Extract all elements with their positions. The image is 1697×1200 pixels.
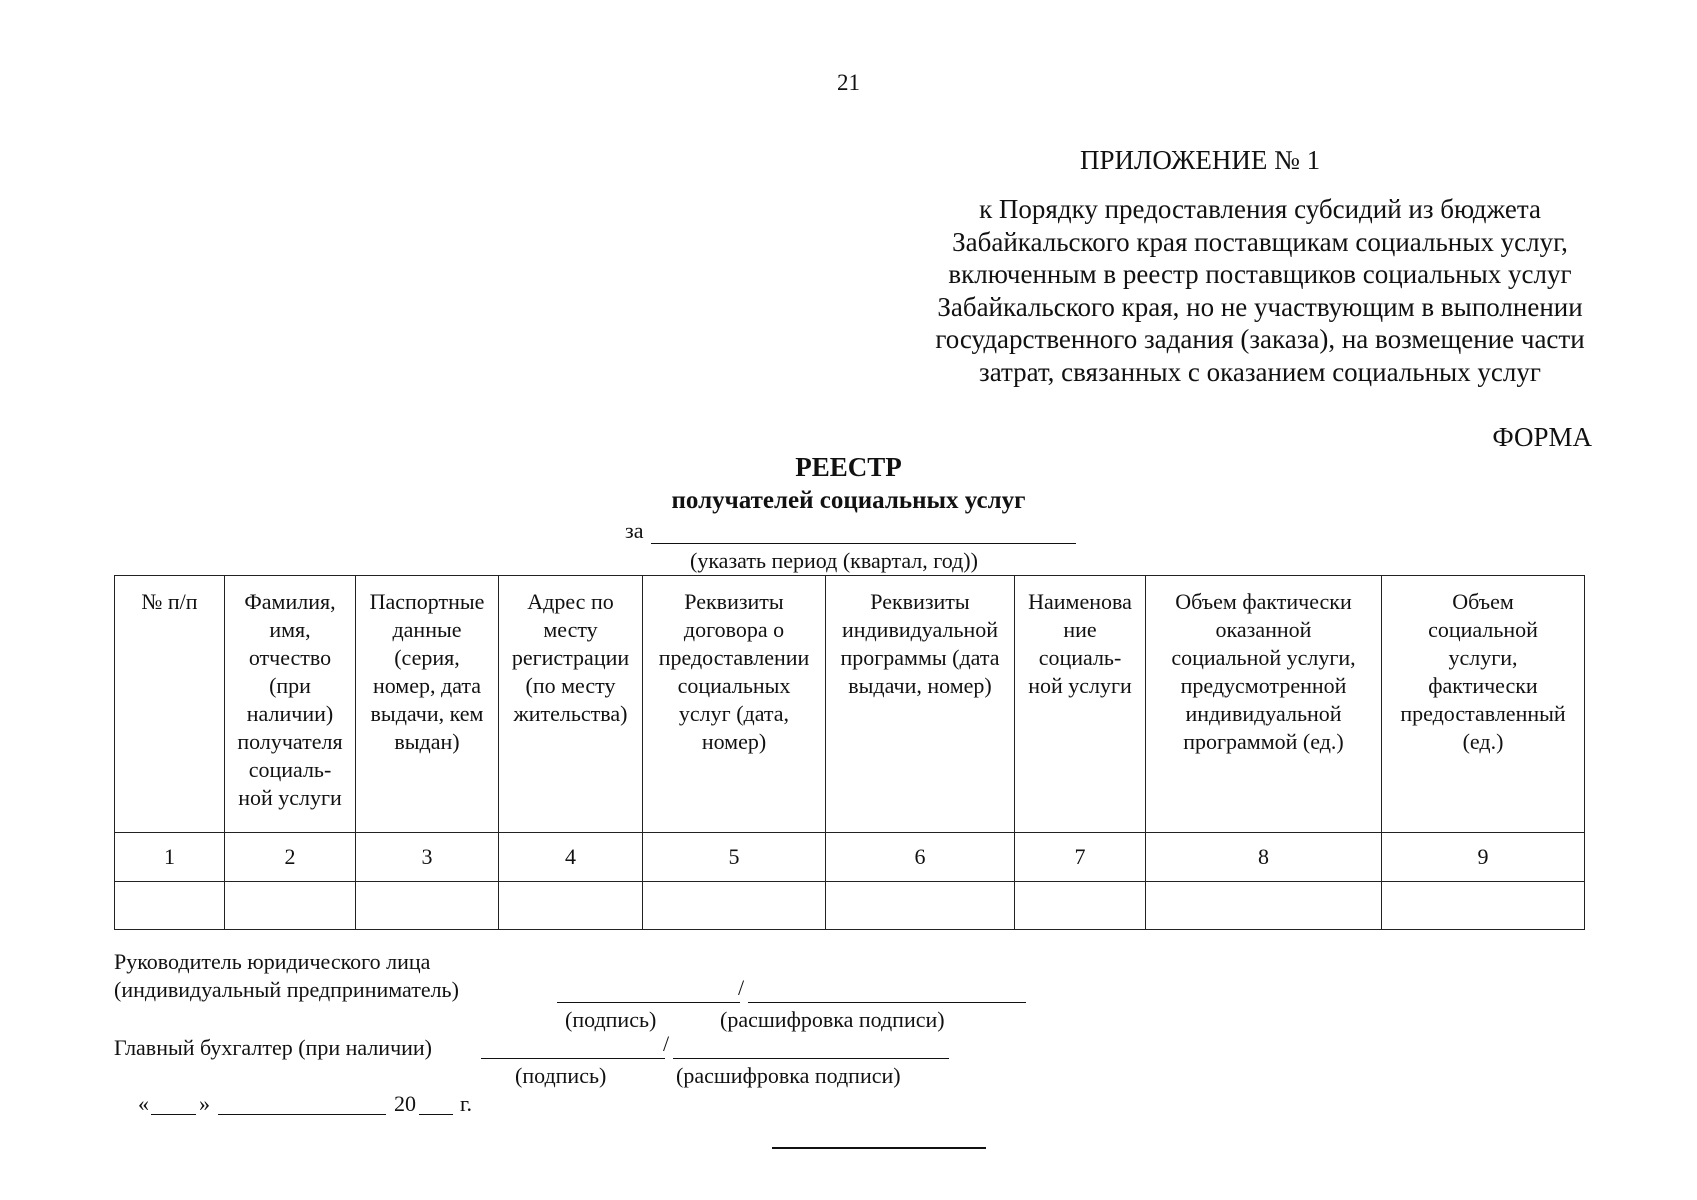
header-line: ной услуги (238, 785, 342, 810)
header-line: услуг (дата, (678, 701, 790, 726)
document-title: РЕЕСТР (795, 452, 902, 482)
annex-subtitle-line: включенным в реестр поставщиков социальных услуг (948, 259, 1572, 289)
empty-cell[interactable] (643, 882, 826, 930)
header-line: (по месту (525, 673, 616, 698)
header-line: Фамилия, (244, 589, 336, 614)
date-year-line[interactable] (419, 1114, 453, 1115)
header-cell (643, 576, 826, 833)
date-close-quote: » (199, 1091, 210, 1116)
header-line: программы (дата (840, 645, 1000, 670)
header-line: договора о (683, 617, 785, 642)
table-header-row (115, 576, 1585, 833)
column-number-cell: 9 (1382, 833, 1585, 882)
head-slash: / (738, 975, 745, 1000)
empty-cell[interactable] (826, 882, 1015, 930)
empty-cell[interactable] (1015, 882, 1146, 930)
header-line: предусмотренной (1180, 673, 1347, 698)
header-line: ной услуги (1028, 673, 1132, 698)
header-line: фактически (1428, 673, 1538, 698)
accountant-decoding-hint: (расшифровка подписи) (676, 1063, 901, 1088)
header-line: Реквизиты (684, 589, 784, 614)
date-year-suffix: г. (460, 1091, 473, 1116)
period-hint: (указать период (квартал, год)) (690, 548, 978, 573)
head-decoding-line[interactable] (748, 1002, 1026, 1003)
column-number-cell: 3 (356, 833, 499, 882)
date-open-quote: « (138, 1091, 149, 1116)
header-cell (1146, 576, 1382, 833)
header-line: выдан) (394, 729, 460, 754)
empty-cell[interactable] (225, 882, 356, 930)
header-line: Объем (1452, 589, 1514, 614)
annex-subtitle-line: Забайкальского края поставщикам социальных услуг, (952, 226, 1568, 257)
annex-subtitle-line: к Порядку предоставления субсидий из бюджета (979, 194, 1541, 224)
header-line: регистрации (511, 645, 630, 670)
period-prefix: за (625, 518, 644, 543)
header-line: социальных (677, 673, 791, 698)
header-line: жительства) (513, 701, 628, 726)
annex-subtitle (860, 193, 1660, 388)
empty-cell[interactable] (115, 882, 225, 930)
document-subtitle: получателей социальных услуг (671, 487, 1026, 514)
header-line: (серия, (394, 645, 460, 670)
table-row (115, 882, 1585, 930)
header-line: отчество (248, 645, 332, 670)
annex-title: ПРИЛОЖЕНИЕ № 1 (1080, 145, 1321, 175)
head-label-line1: Руководитель юридического лица (114, 949, 431, 974)
accountant-label: Главный бухгалтер (при наличии) (114, 1035, 433, 1060)
period-field (625, 518, 1076, 544)
column-number-cell: 8 (1146, 833, 1382, 882)
accountant-signature-line[interactable] (481, 1058, 665, 1059)
header-line: Паспортные (369, 589, 485, 614)
column-number-cell: 6 (826, 833, 1015, 882)
head-signature-line[interactable] (557, 1002, 740, 1003)
header-line: социальной услуги, (1171, 645, 1356, 670)
header-line: № п/п (141, 589, 198, 614)
column-number-cell: 7 (1015, 833, 1146, 882)
header-line: социаль- (248, 757, 332, 782)
empty-cell[interactable] (499, 882, 643, 930)
header-cell (225, 576, 356, 833)
form-label: ФОРМА (1492, 422, 1592, 452)
header-cell (356, 576, 499, 833)
date-month-line[interactable] (218, 1114, 386, 1115)
page-number: 21 (837, 70, 860, 95)
header-line: Наименова (1028, 589, 1132, 614)
head-label-line2: (индивидуальный предприниматель) (114, 977, 459, 1002)
accountant-decoding-line[interactable] (673, 1058, 949, 1059)
header-line: выдачи, номер) (848, 673, 992, 698)
header-cell (1382, 576, 1585, 833)
header-line: Адрес по (527, 589, 614, 614)
empty-cell[interactable] (356, 882, 499, 930)
header-line: предоставлении (658, 645, 810, 670)
column-number-cell: 2 (225, 833, 356, 882)
header-cell (115, 576, 225, 833)
header-line: (ед.) (1462, 729, 1504, 754)
end-separator-line (772, 1147, 986, 1149)
header-line: предоставленный (1400, 701, 1566, 726)
header-line: оказанной (1215, 617, 1312, 642)
annex-subtitle-line: Забайкальского края, но не участвующим в выполнении (937, 291, 1583, 322)
accountant-slash: / (663, 1031, 670, 1056)
header-cell (499, 576, 643, 833)
header-line: индивидуальной (1185, 701, 1342, 726)
column-number-cell: 1 (115, 833, 225, 882)
header-line: индивидуальной (841, 617, 999, 642)
header-line: социальной (1428, 617, 1538, 642)
header-line: Реквизиты (870, 589, 970, 614)
accountant-signature-hint: (подпись) (515, 1063, 607, 1088)
header-line: (при (269, 673, 311, 698)
head-signature-hint: (подпись) (565, 1007, 657, 1032)
column-number-cell: 4 (499, 833, 643, 882)
head-decoding-hint: (расшифровка подписи) (720, 1007, 945, 1032)
header-line: Объем фактически (1175, 589, 1352, 614)
header-line: услуги, (1448, 645, 1518, 670)
header-line: номер) (701, 729, 767, 754)
period-blank-line[interactable] (651, 521, 1076, 544)
annex-subtitle-line: государственного задания (заказа), на возмещение части (935, 324, 1585, 354)
empty-cell[interactable] (1146, 882, 1382, 930)
empty-cell[interactable] (1382, 882, 1585, 930)
header-line: ние (1063, 617, 1097, 642)
header-line: данные (392, 617, 462, 642)
date-year-prefix: 20 (394, 1091, 416, 1116)
header-line: получателя (237, 729, 343, 754)
header-line: имя, (269, 617, 311, 642)
column-number-cell: 5 (643, 833, 826, 882)
header-line: программой (ед.) (1183, 729, 1344, 754)
date-day-line[interactable] (151, 1114, 196, 1115)
header-line: социаль- (1038, 645, 1122, 670)
header-cell (1015, 576, 1146, 833)
header-line: номер, дата (372, 673, 482, 698)
registry-table (114, 575, 1585, 930)
header-cell (826, 576, 1015, 833)
header-line: выдачи, кем (370, 701, 484, 726)
header-line: наличии) (246, 701, 334, 726)
header-line: месту (543, 617, 598, 642)
annex-subtitle-line: затрат, связанных с оказанием социальных услуг (979, 356, 1541, 387)
column-number-row (115, 833, 1585, 882)
